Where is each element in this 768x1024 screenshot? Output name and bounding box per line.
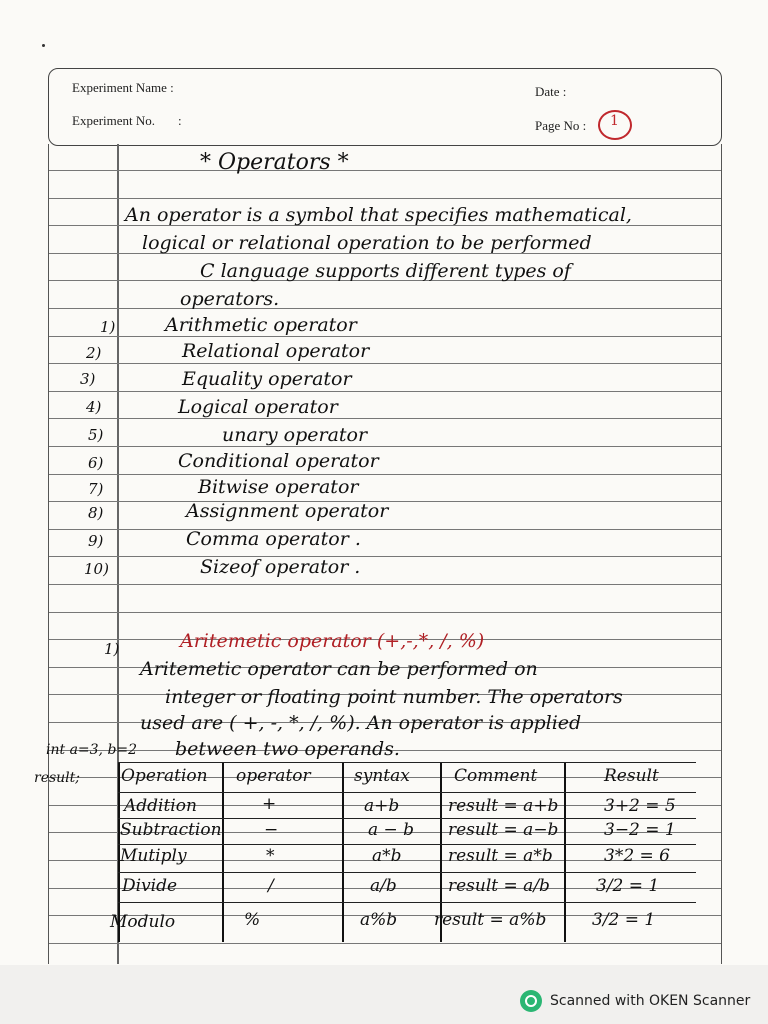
intro-line: operators. [180,288,280,310]
ruled-line [49,308,721,309]
intro-line: An operator is a symbol that specifies mathematical, [125,204,632,226]
table-header-cell: Operation [121,766,208,786]
page-title: * Operators * [200,150,349,175]
table-header-cell: Result [604,766,659,786]
table-header-cell: Comment [454,766,538,786]
list-number: 10) [84,560,109,578]
list-item: Logical operator [178,396,338,418]
list-item: Bitwise operator [198,476,359,498]
section-line: between two operands. [175,738,400,760]
list-item: Arithmetic operator [165,314,357,336]
table-rule [118,872,696,873]
list-number: 4) [86,398,102,416]
table-rule [118,762,696,763]
section-heading: Aritemetic operator (+,-,*, /, %) [180,630,485,652]
ruled-line [49,391,721,392]
ruled-line [49,529,721,530]
ruled-line [49,943,721,944]
list-number: 2) [86,344,102,362]
table-cell: − [264,820,279,840]
table-cell: Modulo [110,912,176,932]
experiment-no-colon: : [178,113,182,128]
list-number: 7) [88,480,104,498]
side-note-result: result; [34,770,80,786]
table-cell: 3−2 = 1 [604,820,676,840]
oken-scanner-logo-icon [520,990,542,1012]
intro-line: logical or relational operation to be performed [142,232,592,254]
table-rule [118,818,696,819]
table-cell: a%b [360,910,398,930]
table-cell: 3*2 = 6 [604,846,670,866]
section-line: Aritemetic operator can be performed on [140,658,538,680]
table-cell: result = a%b [434,910,547,930]
list-item: Relational operator [182,340,370,362]
ruled-line [49,336,721,337]
table-cell: Subtraction [120,820,222,840]
page-no-label: Page No : [535,118,587,133]
section-number: 1) [104,640,120,658]
list-item: unary operator [222,424,368,446]
table-cell: 3/2 = 1 [592,910,656,930]
ruled-line [49,418,721,419]
table-header-cell: operator [236,766,311,786]
ruled-line [49,198,721,199]
table-cell: 3+2 = 5 [604,796,676,816]
ruled-line [49,446,721,447]
scanner-footer [520,990,750,1012]
table-cell: result = a/b [448,876,550,896]
table-header-cell: syntax [354,766,410,786]
ruled-line [49,363,721,364]
ruled-line [49,584,721,585]
table-cell: a+b [364,796,400,816]
table-cell: a*b [372,846,402,866]
list-number: 8) [88,504,104,522]
page-number: 1 [610,113,619,129]
table-rule [118,902,696,903]
list-number: 6) [88,454,104,472]
list-item: Equality operator [182,368,352,390]
table-cell: 3/2 = 1 [596,876,660,896]
table-cell: a − b [368,820,415,840]
table-cell: a/b [370,876,397,896]
list-item: Conditional operator [178,450,379,472]
intro-line: C language supports different types of [200,260,571,282]
list-number: 9) [88,532,104,550]
side-note-variables: int a=3, b=2 [46,742,138,758]
experiment-no-label: Experiment No. [72,113,156,128]
table-cell: * [266,846,275,866]
list-number: 5) [88,426,104,444]
list-item: Comma operator . [186,528,361,550]
table-cell: + [262,794,277,814]
ruled-line [49,474,721,475]
ruled-line [49,612,721,613]
list-number: 1) [100,318,116,336]
table-cell: result = a−b [448,820,559,840]
table-divider [222,762,224,942]
list-number: 3) [80,370,96,388]
date-label: Date : [535,84,567,99]
table-divider [342,762,344,942]
list-item: Sizeof operator . [200,556,361,578]
table-cell: Addition [124,796,197,816]
ruled-line [49,556,721,557]
ink-dot [42,44,45,47]
list-item: Assignment operator [186,500,389,522]
table-divider [564,762,566,942]
table-rule [118,844,696,845]
ruled-line [49,170,721,171]
table-rule [118,792,696,793]
table-cell: result = a+b [448,796,559,816]
table-cell: Divide [122,876,178,896]
table-cell: result = a*b [448,846,553,866]
scanner-watermark-text: Scanned with OKEN Scanner [550,993,751,1009]
section-line: integer or floating point number. The operators [165,686,623,708]
table-cell: % [244,910,261,930]
section-line: used are ( +, -, *, /, %). An operator is applied [140,712,582,734]
table-cell: Mutiply [120,846,187,866]
table-cell: / [268,876,274,896]
experiment-name-label: Experiment Name : [72,80,174,95]
